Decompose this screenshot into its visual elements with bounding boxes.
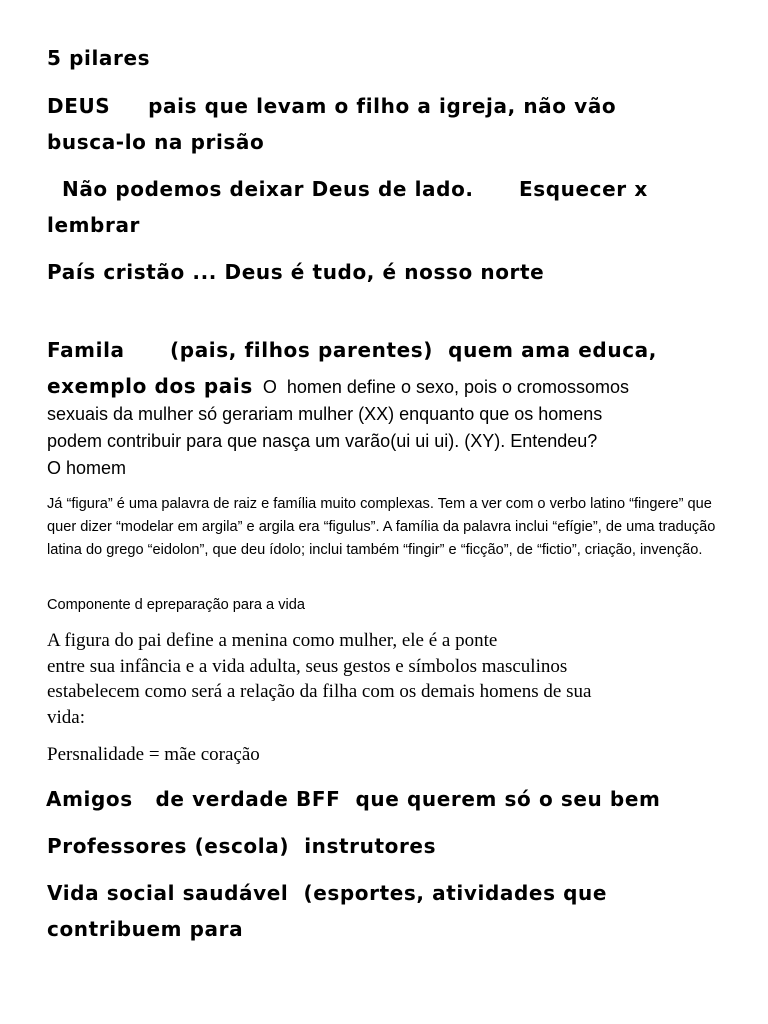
figura-paragraph: Já “figura” é uma palavra de raiz e família muito complexas. Tem a ver com o verbo latino “fingere” que quer dizer “modelar em argila” e argila era “figulus”. A família da palavra inclui “efígie”, de uma tradução latina do grego “eidolon”, que deu ídolo; inclui também “fingir” e “ficção”, de “fictio”, criação, invenção.: [47, 496, 716, 558]
familia-body-2: sexuais da mulher só gerariam mulher (XX) enquanto que os homens: [47, 404, 603, 424]
figura-pai-line-4: vida:: [47, 707, 85, 728]
figura-pai-line-2: entre sua infância e a vida adulta, seus gestos e símbolos masculinos: [47, 656, 568, 677]
nao-podemos-line: [62, 177, 648, 201]
amigos-text: de verdade BFF que querem só o seu bem: [155, 787, 661, 811]
familia-body-1: O homen define o sexo, pois o cromossomos: [262, 377, 630, 397]
figura-pai-line-3: estabelecem como será a relação da filha com os demais homens de sua: [47, 681, 592, 702]
deus-line: [47, 94, 616, 118]
familia-label: Famila: [47, 338, 125, 362]
professores-line: Professores (escola) instrutores: [47, 834, 437, 858]
vida-social-line-2: contribuem para: [47, 917, 244, 941]
exemplo-line: [47, 374, 629, 398]
deus-text-cont: busca-lo na prisão: [47, 130, 265, 154]
amigos-line: [46, 787, 660, 811]
deus-label: DEUS: [47, 94, 111, 118]
document-title: 5 pilares: [47, 46, 151, 70]
esquecer-text: Esquecer x: [519, 177, 648, 201]
figura-pai-line-1: A figura do pai define a menina como mulher, ele é a ponte: [47, 630, 498, 651]
vida-social-line-1: Vida social saudável (esportes, atividades que: [47, 881, 608, 905]
lembrar-text: lembrar: [47, 213, 140, 237]
persnalidade-line: Persnalidade = mãe coração: [47, 744, 260, 765]
familia-text: quem ama educa,: [448, 338, 657, 362]
amigos-label: Amigos: [46, 787, 133, 811]
familia-paren: (pais, filhos parentes): [170, 338, 434, 362]
deus-text: pais que levam o filho a igreja, não vão: [148, 94, 617, 118]
familia-line: [47, 338, 657, 362]
familia-body-4: O homem: [47, 458, 127, 478]
pais-cristao-line: País cristão ... Deus é tudo, é nosso norte: [47, 260, 545, 284]
nao-podemos-text: Não podemos deixar Deus de lado.: [62, 177, 474, 201]
componente-line: Componente d epreparação para a vida: [47, 597, 305, 613]
familia-body-3: podem contribuir para que nasça um varão(ui ui ui). (XY). Entendeu?: [47, 431, 598, 451]
exemplo-label: exemplo dos pais: [47, 374, 253, 398]
